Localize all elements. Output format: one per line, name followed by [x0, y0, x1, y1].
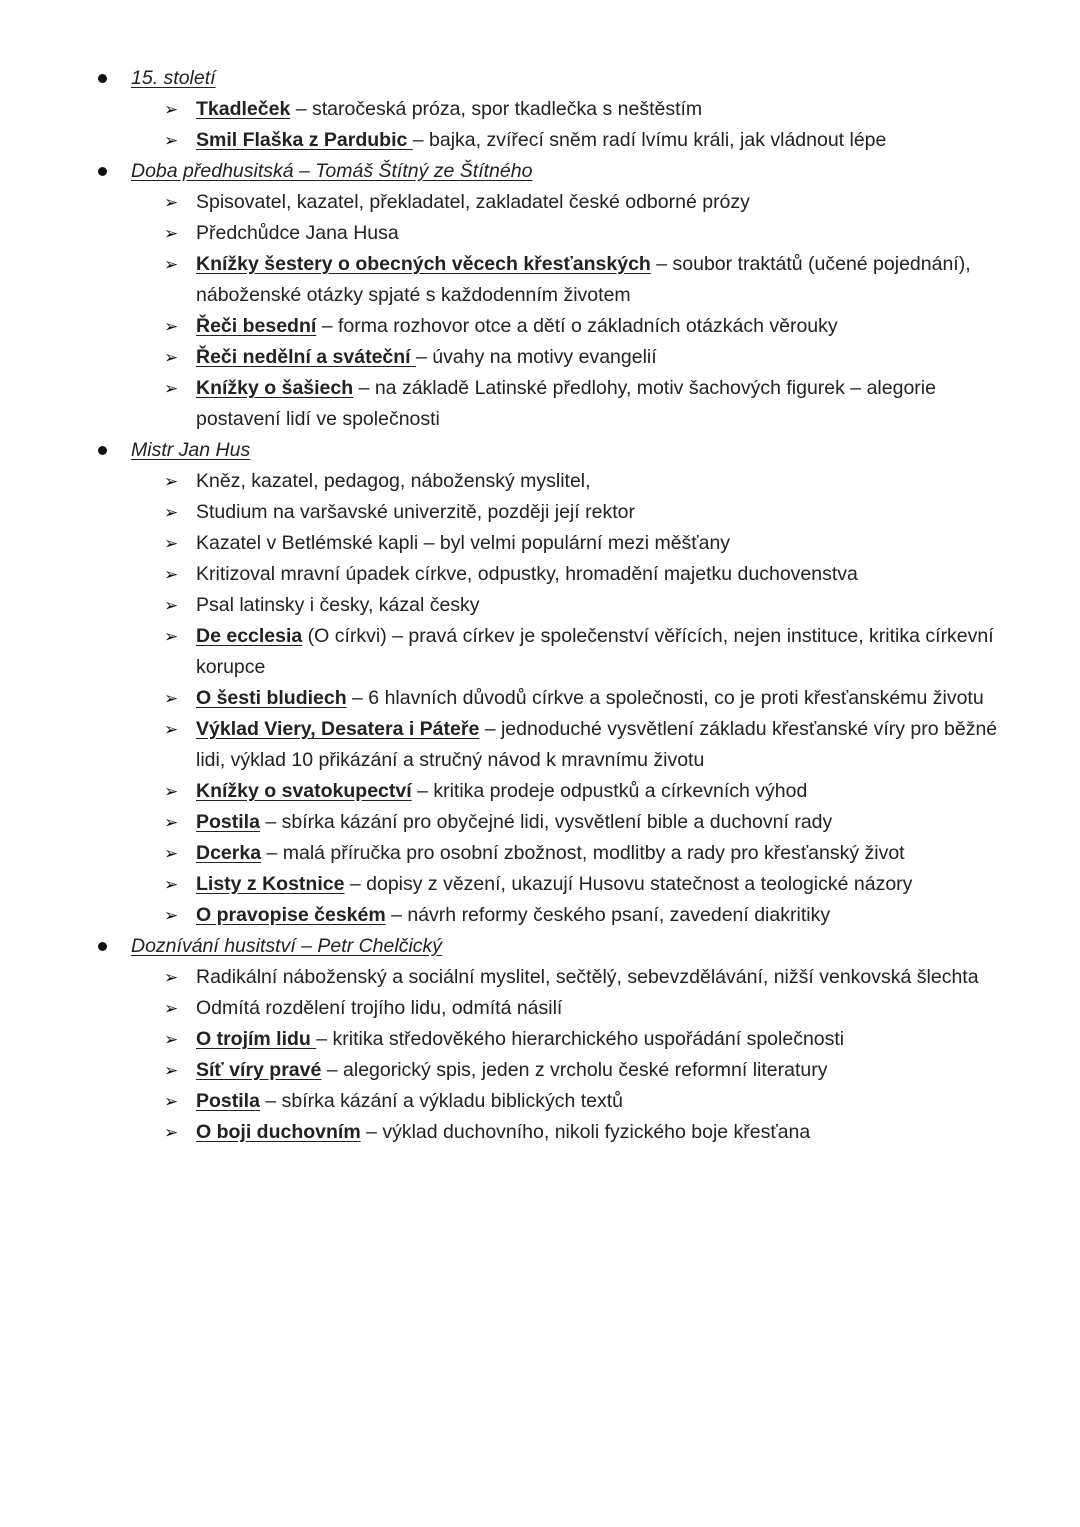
work-title: O pravopise českém: [196, 904, 386, 926]
item-text: – výklad duchovního, nikoli fyzického boje křesťana: [360, 1121, 811, 1143]
item-text: – kritika středověkého hierarchického uspořádání společnosti: [316, 1028, 845, 1050]
work-title: Postila: [196, 811, 260, 833]
arrow-bullet-icon: ➢: [164, 1092, 179, 1111]
list-item: [0, 218, 1080, 249]
item-text: Kazatel v Betlémské kapli – byl velmi populární mezi měšťany: [196, 532, 731, 554]
arrow-bullet-icon: ➢: [164, 596, 179, 615]
work-title: Tkadleček: [196, 98, 291, 120]
arrow-bullet-icon: ➢: [164, 379, 179, 398]
list-item: [0, 249, 1080, 311]
item-text: – soubor traktátů (učené pojednání), náboženské otázky spjaté s každodenním životem: [196, 253, 971, 306]
arrow-bullet-icon: ➢: [164, 503, 179, 522]
section-heading: Mistr Jan Hus: [131, 439, 251, 461]
arrow-bullet-icon: ➢: [164, 131, 179, 150]
arrow-bullet-icon: ➢: [164, 100, 179, 119]
item-text: – alegorický spis, jeden z vrcholu české reformní literatury: [321, 1059, 828, 1081]
work-title: O boji duchovním: [196, 1121, 361, 1143]
item-text: – malá příručka pro osobní zbožnost, modlitby a rady pro křesťanský život: [261, 842, 905, 864]
item-text: – jednoduché vysvětlení základu křesťanské víry pro běžné lidi, výklad 10 přikázání a stručný návod k mravnímu životu: [196, 718, 998, 771]
list-item: [0, 466, 1080, 497]
work-title: Listy z Kostnice: [196, 873, 345, 895]
item-list: [0, 187, 1080, 435]
arrow-bullet-icon: ➢: [164, 968, 179, 987]
work-title: O trojím lidu: [196, 1028, 317, 1050]
item-text: (O církvi) – pravá církev je společenství věřících, nejen instituce, kritika církevní korupce: [196, 625, 994, 678]
item-list: [0, 94, 1080, 156]
list-item: [0, 1055, 1080, 1086]
item-list: [0, 962, 1080, 1148]
bullet-icon: [98, 446, 107, 455]
work-title: Knížky o šašiech: [196, 377, 354, 399]
list-item: [0, 900, 1080, 931]
arrow-bullet-icon: ➢: [164, 875, 179, 894]
item-text: Kněz, kazatel, pedagog, náboženský myslitel,: [196, 470, 591, 492]
work-title: Knížky o svatokupectví: [196, 780, 412, 802]
item-text: – úvahy na motivy evangelií: [416, 346, 657, 368]
arrow-bullet-icon: ➢: [164, 534, 179, 553]
section-jan-hus: [0, 435, 1080, 931]
arrow-bullet-icon: ➢: [164, 689, 179, 708]
section-pre-hussite: [0, 156, 1080, 435]
arrow-bullet-icon: ➢: [164, 224, 179, 243]
arrow-bullet-icon: ➢: [164, 1123, 179, 1142]
item-text: – na základě Latinské předlohy, motiv šachových figurek – alegorie postavení lidí ve společnosti: [196, 377, 936, 430]
section-heading: Doba předhusitská – Tomáš Štítný ze Štítného: [131, 160, 533, 182]
work-title: Knížky šestery o obecných věcech křesťanských: [196, 253, 651, 275]
list-item: [0, 342, 1080, 373]
arrow-bullet-icon: ➢: [164, 627, 179, 646]
work-title: Dcerka: [196, 842, 262, 864]
section-heading-row: [0, 931, 1080, 962]
list-item: [0, 1117, 1080, 1148]
work-title: Výklad Viery, Desatera i Páteře: [196, 718, 480, 740]
list-item: [0, 776, 1080, 807]
work-title: Smil Flaška z Pardubic: [196, 129, 413, 151]
work-title: Postila: [196, 1090, 260, 1112]
bullet-icon: [98, 74, 107, 83]
item-text: – sbírka kázání a výkladu biblických textů: [259, 1090, 624, 1112]
arrow-bullet-icon: ➢: [164, 255, 179, 274]
arrow-bullet-icon: ➢: [164, 193, 179, 212]
list-item: [0, 807, 1080, 838]
arrow-bullet-icon: ➢: [164, 317, 179, 336]
list-item: [0, 1024, 1080, 1055]
arrow-bullet-icon: ➢: [164, 844, 179, 863]
list-item: [0, 590, 1080, 621]
list-item: [0, 559, 1080, 590]
list-item: [0, 94, 1080, 125]
section-heading: Doznívání husitství – Petr Chelčický: [131, 935, 443, 957]
item-text: – 6 hlavních důvodů církve a společnosti, co je proti křesťanskému životu: [346, 687, 984, 709]
item-text: – staročeská próza, spor tkadlečka s neštěstím: [290, 98, 703, 120]
section-15th-century: [0, 63, 1080, 156]
arrow-bullet-icon: ➢: [164, 565, 179, 584]
list-item: [0, 993, 1080, 1024]
item-list: [0, 466, 1080, 931]
item-text: Předchůdce Jana Husa: [196, 222, 399, 244]
list-item: [0, 187, 1080, 218]
arrow-bullet-icon: ➢: [164, 472, 179, 491]
item-text: Kritizoval mravní úpadek církve, odpustky, hromadění majetku duchovenstva: [196, 563, 858, 585]
item-text: – forma rozhovor otce a dětí o základních otázkách věrouky: [316, 315, 838, 337]
list-item: [0, 869, 1080, 900]
item-text: Odmítá rozdělení trojího lidu, odmítá násilí: [196, 997, 563, 1019]
arrow-bullet-icon: ➢: [164, 720, 179, 739]
arrow-bullet-icon: ➢: [164, 813, 179, 832]
item-text: – bajka, zvířecí sněm radí lvímu králi, jak vládnout lépe: [412, 129, 887, 151]
list-item: [0, 621, 1080, 683]
arrow-bullet-icon: ➢: [164, 1030, 179, 1049]
list-item: [0, 962, 1080, 993]
work-title: Řeči nedělní a sváteční: [196, 346, 417, 368]
list-item: [0, 838, 1080, 869]
item-text: Spisovatel, kazatel, překladatel, zakladatel české odborné prózy: [196, 191, 750, 213]
list-item: [0, 714, 1080, 776]
arrow-bullet-icon: ➢: [164, 782, 179, 801]
list-item: [0, 528, 1080, 559]
item-text: – sbírka kázání pro obyčejné lidi, vysvětlení bible a duchovní rady: [259, 811, 833, 833]
item-text: – dopisy z vězení, ukazují Husovu statečnost a teologické názory: [344, 873, 913, 895]
arrow-bullet-icon: ➢: [164, 348, 179, 367]
section-heading-row: [0, 63, 1080, 94]
arrow-bullet-icon: ➢: [164, 1061, 179, 1080]
list-item: [0, 683, 1080, 714]
item-text: Radikální náboženský a sociální myslitel, sečtělý, sebevzdělávání, nižší venkovská šlechta: [196, 966, 979, 988]
work-title: Řeči besední: [196, 315, 317, 337]
work-title: O šesti bludiech: [196, 687, 347, 709]
list-item: [0, 125, 1080, 156]
item-text: – kritika prodeje odpustků a církevních výhod: [411, 780, 808, 802]
section-heading: 15. století: [131, 67, 216, 89]
item-text: Psal latinsky i česky, kázal česky: [196, 594, 480, 616]
section-chelcicky: [0, 931, 1080, 1148]
list-item: [0, 311, 1080, 342]
section-heading-row: [0, 435, 1080, 466]
list-item: [0, 497, 1080, 528]
bullet-icon: [98, 167, 107, 176]
bullet-icon: [98, 942, 107, 951]
work-title: Síť víry pravé: [196, 1059, 322, 1081]
item-text: Studium na varšavské univerzitě, později její rektor: [196, 501, 635, 523]
list-item: [0, 1086, 1080, 1117]
list-item: [0, 373, 1080, 435]
item-text: – návrh reformy českého psaní, zavedení diakritiky: [385, 904, 831, 926]
arrow-bullet-icon: ➢: [164, 906, 179, 925]
arrow-bullet-icon: ➢: [164, 999, 179, 1018]
work-title: De ecclesia: [196, 625, 303, 647]
section-heading-row: [0, 156, 1080, 187]
